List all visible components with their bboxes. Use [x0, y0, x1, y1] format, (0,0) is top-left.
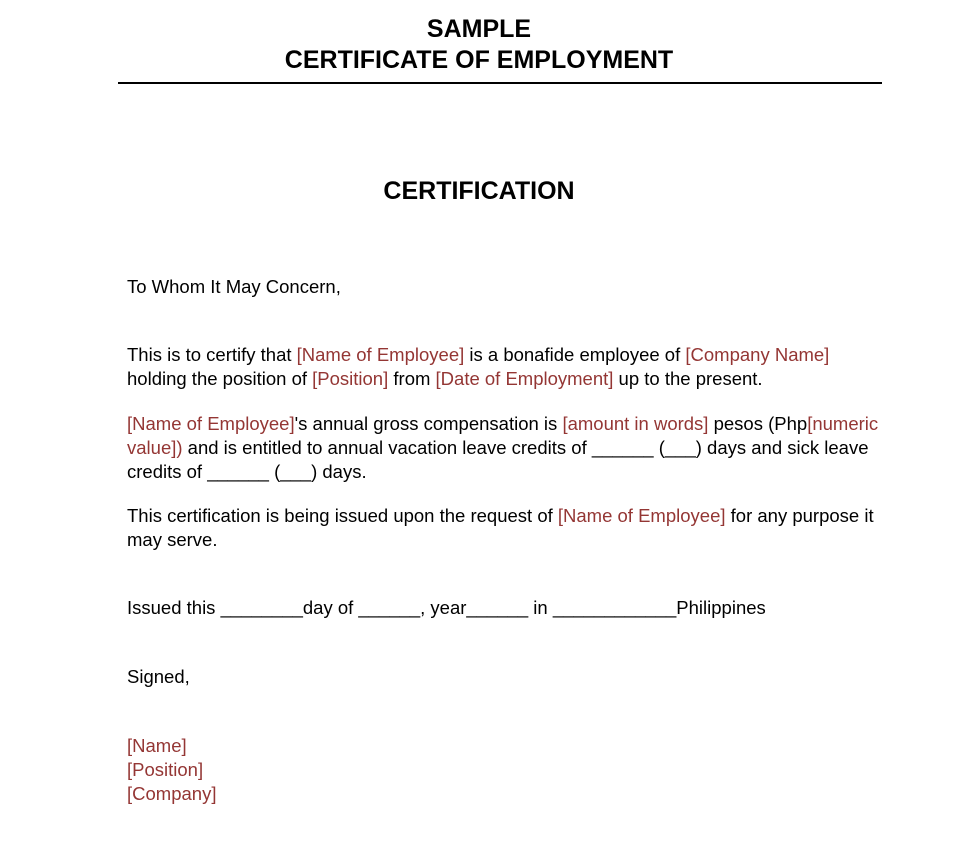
text-run: is a bonafide employee of: [464, 344, 686, 365]
placeholder-field: [Name of Employee]: [296, 344, 465, 365]
signature-block: [127, 734, 883, 806]
header-divider: [118, 82, 882, 84]
certification-heading: CERTIFICATION: [383, 177, 575, 205]
placeholder-field: [Position]: [312, 368, 389, 389]
placeholder-field: [Name of Employee]: [557, 505, 726, 526]
text-run: 's annual gross compensation is: [294, 413, 563, 434]
placeholder-field: [numeric value]): [127, 413, 879, 458]
signature-line: [Position]: [127, 759, 204, 780]
request-paragraph: [127, 504, 883, 552]
document-title-line1: SAMPLE: [426, 15, 532, 43]
document-title-line2: CERTIFICATE OF EMPLOYMENT: [284, 46, 674, 74]
text-run: pesos (Php: [708, 413, 808, 434]
signature-line: [Company]: [127, 783, 217, 804]
text-run: for any purpose it may serve.: [127, 505, 874, 550]
placeholder-field: [Date of Employment]: [435, 368, 614, 389]
signature-line: [Name]: [127, 735, 187, 756]
text-run: and is entitled to annual vacation leave credits of ______ (___) days and sick leave credits of ______ (___) days.: [127, 437, 869, 482]
placeholder-field: [amount in words]: [562, 413, 709, 434]
greeting-line: To Whom It May Concern,: [127, 276, 341, 297]
issued-line: Issued this ________day of ______, year______ in ____________Philippines: [127, 597, 766, 618]
text-run: This certification is being issued upon the request of: [127, 505, 558, 526]
compensation-paragraph: [127, 412, 883, 484]
placeholder-field: [Name of Employee]: [127, 413, 295, 434]
certificate-document: [0, 14, 958, 846]
placeholder-field: [Company Name]: [685, 344, 830, 365]
certify-paragraph: [127, 343, 883, 391]
text-run: holding the position of: [127, 368, 313, 389]
text-run: up to the present.: [613, 368, 763, 389]
signed-label: Signed,: [127, 666, 190, 687]
text-run: This is to certify that: [127, 344, 297, 365]
text-run: from: [388, 368, 436, 389]
document-header: [0, 14, 958, 76]
